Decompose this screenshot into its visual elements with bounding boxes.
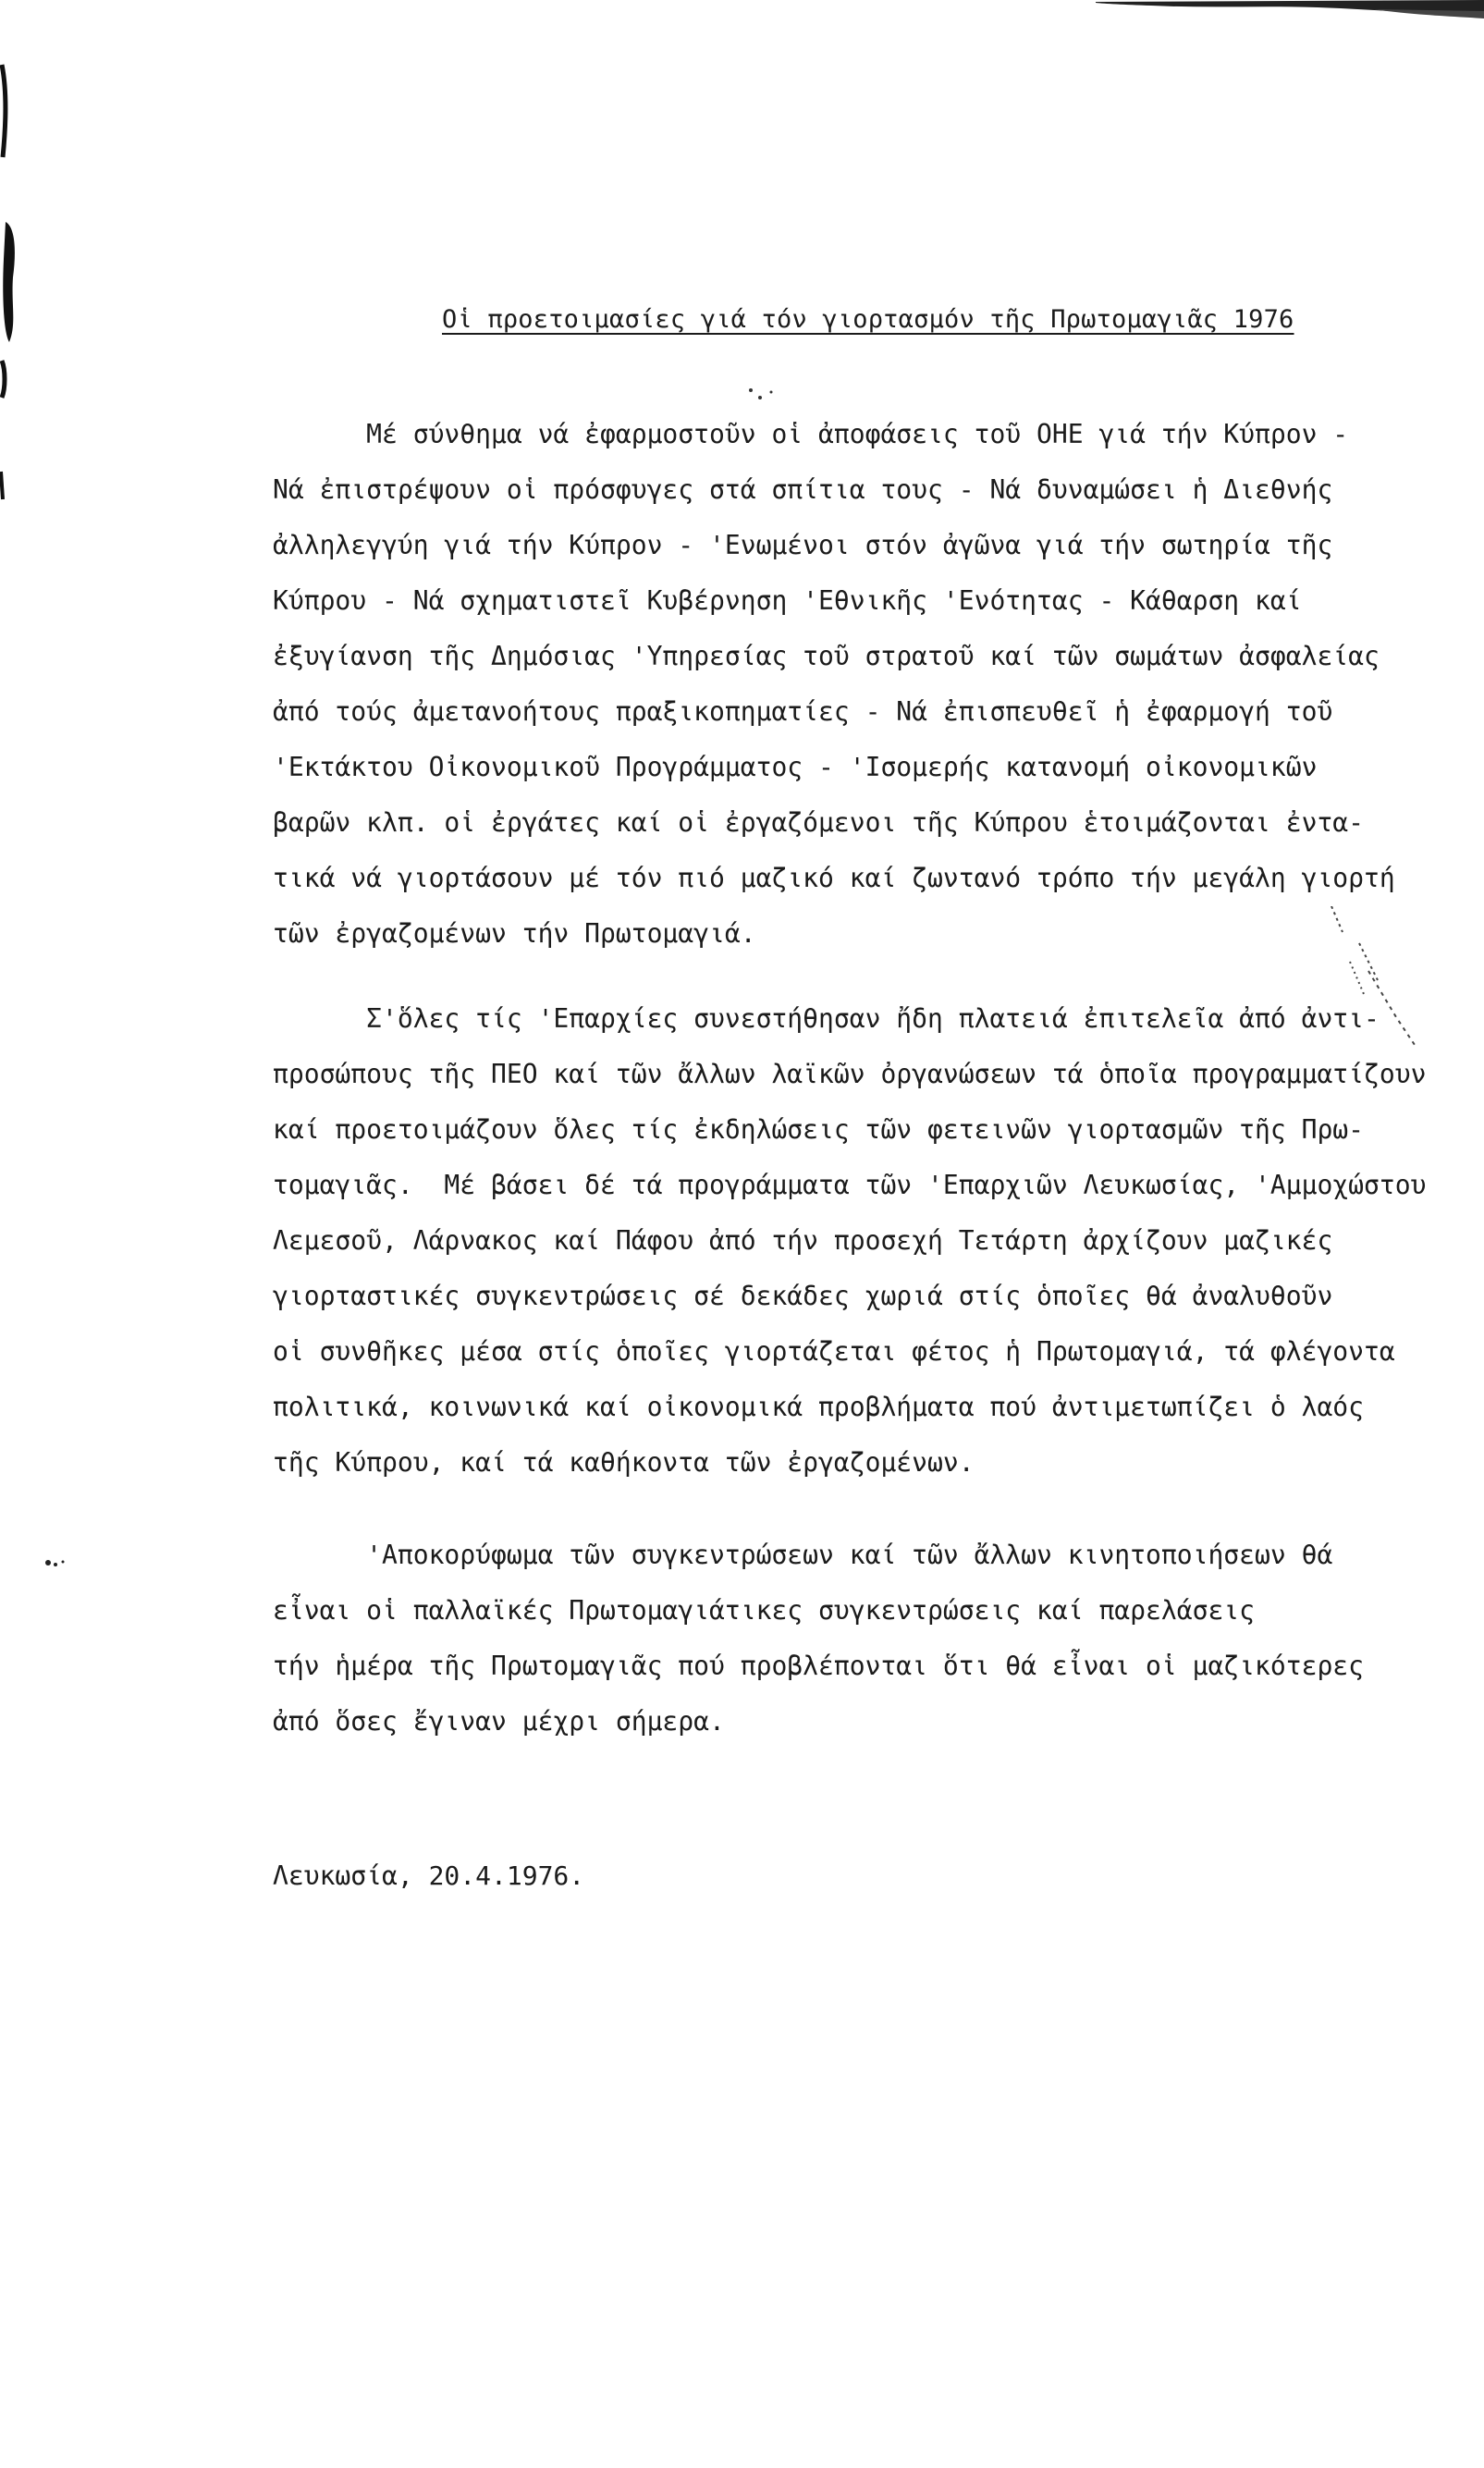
margin-dot-mark <box>39 1553 76 1572</box>
text-line: 'Εκτάκτου Οἰκονομικοῦ Προγράμματος - 'Ισομερής κατανομή οἰκονομικῶν <box>273 752 1318 782</box>
text-line: καί προετοιμάζουν ὅλες τίς ἐκδηλώσεις τῶν φετεινῶν γιορτασμῶν τῆς Πρω- <box>273 1114 1365 1145</box>
text-line: τῆς Κύπρου, καί τά καθήκοντα τῶν ἐργαζομένων. <box>273 1447 975 1478</box>
text-line: 'Αποκορύφωμα τῶν συγκεντρώσεων καί τῶν ἄλλων κινητοποιήσεων θά <box>273 1540 1333 1570</box>
paragraph-3 <box>273 1528 1419 1750</box>
text-line: οἱ συνθῆκες μέσα στίς ὁποῖες γιορτάζεται φέτος ἡ Πρωτομαγιά, τά φλέγοντα <box>273 1336 1395 1367</box>
paragraph-2 <box>273 991 1427 1491</box>
text-line: ἐξυγίανση τῆς Δημόσιας 'Υπηρεσίας τοῦ στρατοῦ καί τῶν σωμάτων ἀσφαλείας <box>273 641 1380 671</box>
text-line: τῶν ἐργαζομένων τήν Πρωτομαγιά. <box>273 918 756 949</box>
tick-mark <box>740 381 795 409</box>
text-line: τικά νά γιορτάσουν μέ τόν πιό μαζικό καί ζωντανό τρόπο τήν μεγάλη γιορτή <box>273 863 1395 893</box>
text-line: Νά ἐπιστρέψουν οἱ πρόσφυγες στά σπίτια τους - Νά δυναμώσει ἡ Διεθνής <box>273 474 1333 505</box>
text-line: ἀπό τούς ἀμετανοήτους πραξικοπηματίες - Νά ἐπισπευθεῖ ἡ ἐφαρμογή τοῦ <box>273 696 1333 727</box>
text-line: τήν ἡμέρα τῆς Πρωτομαγιᾶς πού προβλέπονται ὅτι θά εἶναι οἱ μαζικότερες <box>273 1651 1365 1681</box>
text-line: Μέ σύνθημα νά ἐφαρμοστοῦν οἱ ἀποφάσεις τοῦ ΟΗΕ γιά τήν Κύπρον - <box>273 419 1349 449</box>
text-line: πολιτικά, κοινωνικά καί οἰκονομικά προβλήματα πού ἀντιμετωπίζει ὁ λαός <box>273 1392 1365 1422</box>
text-line: τομαγιᾶς. Μέ βάσει δέ τά προγράμματα τῶν 'Επαρχιῶν Λευκωσίας, 'Αμμοχώστου <box>273 1170 1427 1200</box>
scan-edge-artifact <box>0 0 37 518</box>
paragraph-1 <box>273 407 1419 962</box>
text-line: Σ'ὅλες τίς 'Επαρχίες συνεστήθησαν ἤδη πλατειά ἐπιτελεῖα ἀπό ἀντι- <box>273 1003 1380 1034</box>
text-line: ἀλληλεγγύη γιά τήν Κύπρον - 'Ενωμένοι στόν ἀγῶνα γιά τήν σωτηρία τῆς <box>273 530 1333 560</box>
text-line: Κύπρου - Νά σχηματιστεῖ Κυβέρνηση 'Εθνικῆς 'Ενότητας - Κάθαρση καί <box>273 585 1302 616</box>
place-date-signoff: Λευκωσία, 20.4.1976. <box>273 1860 585 1891</box>
text-line: βαρῶν κλπ. οἱ ἐργάτες καί οἱ ἐργαζόμενοι τῆς Κύπρου ἑτοιμάζονται ἐντα- <box>273 807 1365 838</box>
text-line: γιορταστικές συγκεντρώσεις σέ δεκάδες χωριά στίς ὁποῖες θά ἀναλυθοῦν <box>273 1281 1333 1311</box>
scan-edge-artifact <box>1096 0 1484 20</box>
text-line: Λεμεσοῦ, Λάρνακος καί Πάφου ἀπό τήν προσεχή Τετάρτη ἀρχίζουν μαζικές <box>273 1225 1333 1256</box>
text-line: προσώπους τῆς ΠΕΟ καί τῶν ἄλλων λαϊκῶν ὀργανώσεων τά ὁποῖα προγραμματίζουν <box>273 1059 1427 1089</box>
text-line: εἶναι οἱ παλλαϊκές Πρωτομαγιάτικες συγκεντρώσεις καί παρελάσεις <box>273 1595 1256 1626</box>
document-title: Οἱ προετοιμασίες γιά τόν γιορτασμόν τῆς Πρωτομαγιᾶς 1976 <box>442 305 1294 334</box>
text-line: ἀπό ὅσες ἔγιναν μέχρι σήμερα. <box>273 1706 725 1737</box>
